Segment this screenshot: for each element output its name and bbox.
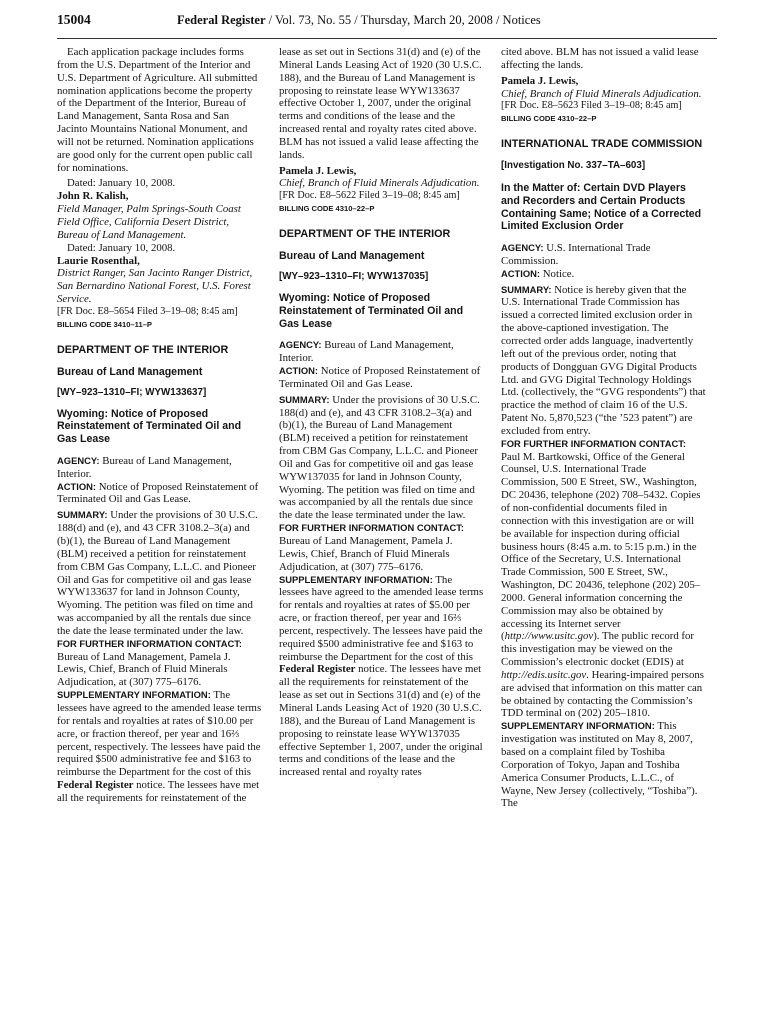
agency-text: U.S. International Trade Commission. — [501, 242, 651, 267]
agency-heading: DEPARTMENT OF THE INTERIOR — [57, 343, 229, 356]
intro-paragraph: Each application package includes forms from the U.S. Department of the Interior and U.S. Department of Agriculture. All submitted nomination applications become the property of the Department of the Interior, Bureau of Land Management, Santa Rosa and San Jacinto Mountains National Monument, and will not be returned. Nomination applications are good only for the current open public call for nominations. — [57, 46, 258, 174]
signer-name: Pamela J. Lewis, — [279, 164, 357, 177]
signer-name: Laurie Rosenthal, — [57, 254, 140, 267]
column-3 — [501, 46, 706, 810]
page-header — [57, 12, 717, 32]
supplementary-paragraph — [57, 689, 262, 805]
supplementary-text-cont: notice. The lessees have met all the requirements for reinstatement of the lease as set out in Sections 31(d) and (e) of the Mineral Lands Leasing Act of 1920 (30 U.S.C. 188), and the Bureau of Land Management is proposing to reinstate lease WYW137035 effective September 1, 2007, under the original terms and conditions of the lease and the increased rental and royalty rates — [279, 663, 483, 779]
contact-text-cont: ). The public record for this investigation may be viewed on the Commission’s electronic docket (EDIS) at — [501, 630, 695, 669]
supplementary-paragraph — [279, 574, 484, 780]
summary-text: Under the provisions of 30 U.S.C. 188(d) and (e), and 43 CFR 3108.2–3(a) and (b)(1), the Bureau of Land Management (BLM) received a petition for reinstatement from CBM Gas Company, L.L.C. and Pioneer Oil and Gas for competitive oil and gas lease WYW133637 for land in Johnson County, Wyoming. The petition was filed on time and was accompanied by all the rentals due since the date the lease terminated under the law. — [57, 509, 258, 637]
supplementary-label: SUPPLEMENTARY INFORMATION: — [57, 689, 211, 701]
contact-label: FOR FURTHER INFORMATION CONTACT: — [57, 637, 243, 649]
action-text: Notice of Proposed Reinstatement of Terminated Oil and Gas Lease. — [57, 480, 259, 506]
federal-register-bold: Federal Register — [279, 663, 356, 676]
billing-code: BILLING CODE 4310–22–P — [279, 204, 375, 214]
agency-text: Bureau of Land Management, Interior. — [279, 339, 454, 365]
supplementary-text: The lessees have agreed to the amended lease terms for rentals and royalties at rates of $10.00 per acre, or fraction thereof, per year and 16⅔ percent, respectively. The lessees have paid the required $500 administrative fee and $163 to reimburse the Department for the cost of this — [57, 689, 262, 779]
agency-heading: INTERNATIONAL TRADE COMMISSION — [501, 138, 703, 151]
contact-text: Paul M. Bartkowski, Office of the General Counsel, U.S. International Trade Commission, 500 E Street, SW., Washington, DC 20436, telephone (202) 708–5432. Copies of non-confidential documents filed in connection with this investigation are or will be available for inspection during official business hours (8:45 a.m. to 5:15 p.m.) in the Office of the Secretary, U.S. International Trade Commission, 500 E Street, SW., Washington, DC 20436, telephone (202) 205–2000. General information concerning the Commission may also be obtained by accessing its Internet server ( — [501, 450, 701, 643]
investigation-number: [Investigation No. 337–TA–603] — [501, 160, 646, 172]
column-1 — [57, 46, 262, 805]
running-head — [177, 13, 541, 28]
column-2 — [279, 46, 484, 779]
dated-line: Dated: January 10, 2008. — [67, 241, 176, 254]
supplementary-label: SUPPLEMENTARY INFORMATION: — [501, 720, 655, 732]
notice-title: Wyoming: Notice of Proposed Reinstatement of Terminated Oil and Gas Lease — [279, 291, 464, 330]
summary-text: Under the provisions of 30 U.S.C. 188(d) and (e), and 43 CFR 3108.2–3(a) and (b)(1), the Bureau of Land Management (BLM) received a petition for reinstatement from CBM Gas Company, L.L.C. and Pioneer Oil and Gas for competitive oil and gas lease WYW137035 for land in Johnson County, Wyoming. The petition was filed on time and was accompanied by all the rentals due since the date the lease terminated under the law. — [279, 393, 480, 522]
docket-number: [WY–923–1310–FI; WYW133637] — [57, 386, 207, 398]
signer-title: District Ranger, San Jacinto Ranger District, San Bernardino National Forest, U.S. Forest Service. — [57, 267, 253, 306]
issue-info: / Vol. 73, No. 55 / Thursday, March 20, 2008 / Notices — [265, 13, 541, 27]
action-line — [279, 365, 484, 391]
signer-name: John R. Kalish, — [57, 190, 129, 203]
action-label: ACTION: — [501, 267, 541, 279]
action-line — [501, 268, 706, 281]
agency-line — [279, 339, 484, 365]
edis-url[interactable]: http://edis.usitc.gov — [501, 668, 587, 681]
action-label: ACTION: — [279, 365, 319, 377]
agency-label: AGENCY: — [501, 242, 544, 254]
signer-name: Pamela J. Lewis, — [501, 74, 579, 87]
contact-label: FOR FURTHER INFORMATION CONTACT: — [501, 437, 687, 449]
contact-label: FOR FURTHER INFORMATION CONTACT: — [279, 522, 465, 534]
summary-label: SUMMARY: — [57, 509, 108, 521]
agency-text: Bureau of Land Management, Interior. — [57, 454, 232, 480]
signer-title: Chief, Branch of Fluid Minerals Adjudication. — [501, 87, 702, 100]
action-label: ACTION: — [57, 480, 97, 492]
contact-text-end: . Hearing-impaired persons are advised that information on this matter can be obtained by contacting the Commission’s TDD terminal on (202) 205–1810. — [501, 668, 704, 720]
agency-heading: DEPARTMENT OF THE INTERIOR — [279, 227, 451, 240]
contact-text: Bureau of Land Management, Pamela J. Lewis, Chief, Branch of Fluid Minerals Adjudication, at (307) 775–6176. — [57, 650, 231, 689]
fr-doc-line: [FR Doc. E8–5623 Filed 3–19–08; 8:45 am] — [501, 100, 682, 112]
agency-label: AGENCY: — [279, 339, 322, 351]
bureau-heading: Bureau of Land Management — [57, 365, 203, 378]
billing-code: BILLING CODE 4310–22–P — [501, 114, 597, 124]
continued-paragraph: lease as set out in Sections 31(d) and (e) of the Mineral Lands Leasing Act of 1920 (30 U.S.C. 188), and the Bureau of Land Management is proposing to reinstate lease WYW133637 effective October 1, 2007, under the original terms and conditions of the lease and the increased rental and royalty rates cited above. BLM has not issued a valid lease affecting the lands. — [279, 46, 482, 161]
supplementary-label: SUPPLEMENTARY INFORMATION: — [279, 573, 433, 585]
summary-label: SUMMARY: — [279, 393, 330, 405]
notice-title: In the Matter of: Certain DVD Players and Recorders and Certain Products Containing Same; Notice of a Corrected Limited Exclusion Order — [501, 181, 702, 233]
publication-name: Federal Register — [177, 13, 266, 27]
summary-paragraph — [501, 284, 706, 438]
signer-title: Field Manager, Palm Springs-South Coast Field Office, California Desert District, Bureau of Land Management. — [57, 203, 241, 241]
action-line — [57, 481, 262, 507]
federal-register-bold: Federal Register — [57, 779, 134, 792]
signer-title: Chief, Branch of Fluid Minerals Adjudication. — [279, 177, 480, 190]
agency-label: AGENCY: — [57, 454, 100, 466]
continued-paragraph: cited above. BLM has not issued a valid lease affecting the lands. — [501, 46, 699, 71]
fr-doc-line: [FR Doc. E8–5622 Filed 3–19–08; 8:45 am] — [279, 190, 460, 202]
supplementary-text: This investigation was instituted on May 8, 2007, based on a complaint filed by Toshiba Corporation of Tokyo, Japan and Toshiba America Consumer Products, L.L.C., of Wayne, New Jersey (collectively, “Toshiba”). The — [501, 720, 698, 810]
summary-paragraph — [57, 509, 262, 637]
action-text: Notice of Proposed Reinstatement of Terminated Oil and Gas Lease. — [279, 365, 481, 390]
bureau-heading: Bureau of Land Management — [279, 249, 425, 262]
supplementary-paragraph — [501, 720, 706, 810]
action-text: Notice. — [540, 267, 575, 280]
contact-paragraph — [501, 438, 706, 721]
summary-label: SUMMARY: — [501, 283, 552, 295]
dated-line: Dated: January 10, 2008. — [67, 177, 176, 190]
notice-title: Wyoming: Notice of Proposed Reinstatement of Terminated Oil and Gas Lease — [57, 407, 242, 446]
supplementary-text-cont: notice. The lessees have met all the requirements for reinstatement of the — [57, 779, 260, 804]
billing-code: BILLING CODE 3410–11–P — [57, 319, 152, 329]
summary-paragraph — [279, 394, 484, 522]
agency-line — [501, 242, 706, 268]
agency-line — [57, 455, 262, 481]
page-number: 15004 — [57, 12, 91, 27]
summary-text: Notice is hereby given that the U.S. International Trade Commission has issued a corrected limited exclusion order in the above-captioned investigation. The corrected order adds language, inadvertently left out of the previous order, noting that products of Dongguan GVG Digital Products Ltd. and GVG Digital Technology Holdings Ltd. (collectively, the “GVG respondents”) that practice the method of claim 16 of the U.S. Patent No. 5,870,523 (“the ’523 patent”) are excluded from entry. — [501, 283, 706, 437]
header-rule — [57, 38, 717, 39]
fr-doc-line: [FR Doc. E8–5654 Filed 3–19–08; 8:45 am] — [57, 305, 238, 317]
usitc-url[interactable]: http://www.usitc.gov — [504, 630, 594, 643]
docket-number: [WY–923–1310–FI; WYW137035] — [279, 270, 429, 282]
supplementary-text: The lessees have agreed to the amended lease terms for rentals and royalties at rates of $5.00 per acre, or fraction thereof, per year and 16⅔ percent, respectively. The lessees have paid the required $500 administrative fee and $163 to reimburse the Department for the cost of this — [279, 573, 484, 663]
contact-text: Bureau of Land Management, Pamela J. Lewis, Chief, Branch of Fluid Minerals Adjudication, at (307) 775–6176. — [279, 535, 453, 573]
